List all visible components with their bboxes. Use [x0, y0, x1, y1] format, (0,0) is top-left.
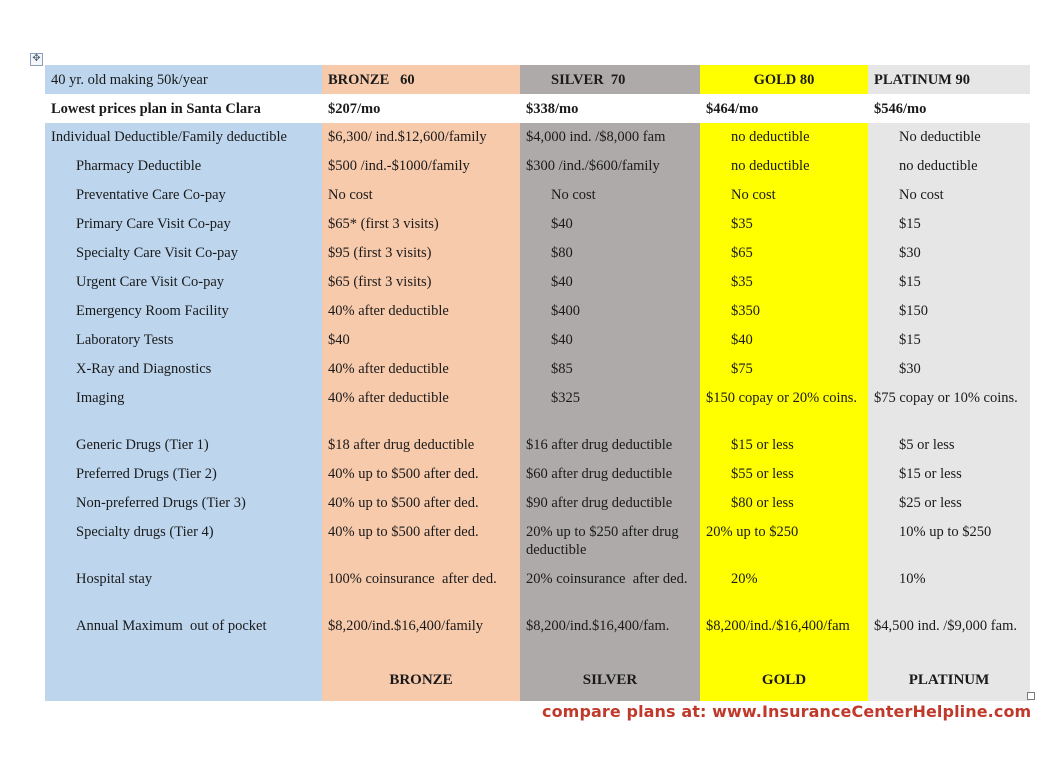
row-label: Annual Maximum out of pocket	[45, 612, 322, 659]
cell-bronze: $40	[322, 326, 520, 355]
cell-bronze: 40% up to $500 after ded.	[322, 518, 520, 565]
cell-silver: $8,200/ind.$16,400/fam.	[520, 612, 700, 659]
footer-bronze: BRONZE	[322, 659, 520, 701]
cell-silver: $300 /ind./$600/family	[520, 152, 700, 181]
cell-gold: $40	[700, 326, 868, 355]
row-label: Hospital stay	[45, 565, 322, 612]
cell-silver: No cost	[520, 181, 700, 210]
cell-platinum: $15	[868, 268, 1030, 297]
table-row	[45, 297, 1030, 326]
table-row	[45, 326, 1030, 355]
cell-silver: $325	[520, 384, 700, 431]
row-label: X-Ray and Diagnostics	[45, 355, 322, 384]
cell-gold: $8,200/ind./$16,400/fam	[700, 612, 868, 659]
table-move-handle-icon[interactable]: ✥	[30, 53, 43, 66]
cell-platinum: No cost	[868, 181, 1030, 210]
cell-silver: 20% up to $250 after drug deductible	[520, 518, 700, 565]
cell-bronze: $500 /ind.-$1000/family	[322, 152, 520, 181]
cell-bronze: 40% after deductible	[322, 297, 520, 326]
price-silver: $338/mo	[520, 94, 700, 123]
cell-platinum: $25 or less	[868, 489, 1030, 518]
header-label: 40 yr. old making 50k/year	[45, 65, 322, 94]
cell-platinum: 10%	[868, 565, 1030, 612]
header-bronze: BRONZE 60	[322, 65, 520, 94]
cell-bronze: $65 (first 3 visits)	[322, 268, 520, 297]
cell-platinum: $5 or less	[868, 431, 1030, 460]
footer-row	[45, 659, 1030, 701]
table-row	[45, 460, 1030, 489]
price-platinum: $546/mo	[868, 94, 1030, 123]
table-resize-handle[interactable]	[1027, 692, 1035, 700]
plan-comparison-table	[45, 65, 1030, 701]
cell-silver: $90 after drug deductible	[520, 489, 700, 518]
cell-gold: $15 or less	[700, 431, 868, 460]
row-label: Generic Drugs (Tier 1)	[45, 431, 322, 460]
cell-bronze: $18 after drug deductible	[322, 431, 520, 460]
row-label: Non-preferred Drugs (Tier 3)	[45, 489, 322, 518]
cell-gold: 20%	[700, 565, 868, 612]
header-gold: GOLD 80	[700, 65, 868, 94]
cell-silver: $40	[520, 326, 700, 355]
cell-gold: $150 copay or 20% coins.	[700, 384, 868, 431]
cell-bronze: 40% up to $500 after ded.	[322, 460, 520, 489]
price-label: Lowest prices plan in Santa Clara	[45, 94, 322, 123]
cell-bronze: $8,200/ind.$16,400/family	[322, 612, 520, 659]
price-row	[45, 94, 1030, 123]
cell-platinum: $30	[868, 239, 1030, 268]
cell-bronze: $6,300/ ind.$12,600/family	[322, 123, 520, 152]
cell-gold: no deductible	[700, 152, 868, 181]
price-gold: $464/mo	[700, 94, 868, 123]
cell-silver: $400	[520, 297, 700, 326]
table-row	[45, 181, 1030, 210]
cell-silver: $16 after drug deductible	[520, 431, 700, 460]
footer-silver: SILVER	[520, 659, 700, 701]
cell-silver: 20% coinsurance after ded.	[520, 565, 700, 612]
table-row	[45, 489, 1030, 518]
cell-gold: no deductible	[700, 123, 868, 152]
cell-bronze: 40% after deductible	[322, 384, 520, 431]
cell-gold: $65	[700, 239, 868, 268]
cell-platinum: $15 or less	[868, 460, 1030, 489]
price-bronze: $207/mo	[322, 94, 520, 123]
cell-platinum: $150	[868, 297, 1030, 326]
table-row	[45, 518, 1030, 565]
cell-gold: $75	[700, 355, 868, 384]
row-label: Specialty drugs (Tier 4)	[45, 518, 322, 565]
cell-gold: $35	[700, 268, 868, 297]
cell-silver: $80	[520, 239, 700, 268]
cell-gold: No cost	[700, 181, 868, 210]
cell-platinum: $15	[868, 326, 1030, 355]
cell-bronze: $95 (first 3 visits)	[322, 239, 520, 268]
cell-platinum: 10% up to $250	[868, 518, 1030, 565]
cell-silver: $85	[520, 355, 700, 384]
row-label: Primary Care Visit Co-pay	[45, 210, 322, 239]
cell-platinum: No deductible	[868, 123, 1030, 152]
table-row	[45, 268, 1030, 297]
row-label: Laboratory Tests	[45, 326, 322, 355]
footer-gold: GOLD	[700, 659, 868, 701]
row-label: Urgent Care Visit Co-pay	[45, 268, 322, 297]
cell-platinum: $15	[868, 210, 1030, 239]
row-label: Emergency Room Facility	[45, 297, 322, 326]
cell-platinum: $4,500 ind. /$9,000 fam.	[868, 612, 1030, 659]
row-label: Pharmacy Deductible	[45, 152, 322, 181]
table-row	[45, 384, 1030, 431]
cell-gold: $55 or less	[700, 460, 868, 489]
cell-gold: $35	[700, 210, 868, 239]
cell-silver: $60 after drug deductible	[520, 460, 700, 489]
row-label: Specialty Care Visit Co-pay	[45, 239, 322, 268]
table-row	[45, 431, 1030, 460]
table-row	[45, 239, 1030, 268]
row-label: Preferred Drugs (Tier 2)	[45, 460, 322, 489]
cell-bronze: 100% coinsurance after ded.	[322, 565, 520, 612]
table-row	[45, 123, 1030, 152]
cell-platinum: $75 copay or 10% coins.	[868, 384, 1030, 431]
cell-gold: $350	[700, 297, 868, 326]
cell-bronze: No cost	[322, 181, 520, 210]
cell-silver: $4,000 ind. /$8,000 fam	[520, 123, 700, 152]
cell-silver: $40	[520, 268, 700, 297]
cell-gold: 20% up to $250	[700, 518, 868, 565]
table-row	[45, 565, 1030, 612]
row-label: Individual Deductible/Family deductible	[45, 123, 322, 152]
promo-link-text: compare plans at: www.InsuranceCenterHelpline.com	[542, 702, 1032, 721]
table-row	[45, 355, 1030, 384]
footer-platinum: PLATINUM	[868, 659, 1030, 701]
cell-platinum: no deductible	[868, 152, 1030, 181]
header-platinum: PLATINUM 90	[868, 65, 1030, 94]
cell-bronze: 40% after deductible	[322, 355, 520, 384]
footer-label	[45, 659, 322, 701]
cell-bronze: $65* (first 3 visits)	[322, 210, 520, 239]
header-silver: SILVER 70	[520, 65, 700, 94]
cell-bronze: 40% up to $500 after ded.	[322, 489, 520, 518]
cell-platinum: $30	[868, 355, 1030, 384]
table-row	[45, 210, 1030, 239]
table-row	[45, 612, 1030, 659]
table-row	[45, 152, 1030, 181]
row-label: Preventative Care Co-pay	[45, 181, 322, 210]
cell-silver: $40	[520, 210, 700, 239]
cell-gold: $80 or less	[700, 489, 868, 518]
header-row	[45, 65, 1030, 94]
row-label: Imaging	[45, 384, 322, 431]
